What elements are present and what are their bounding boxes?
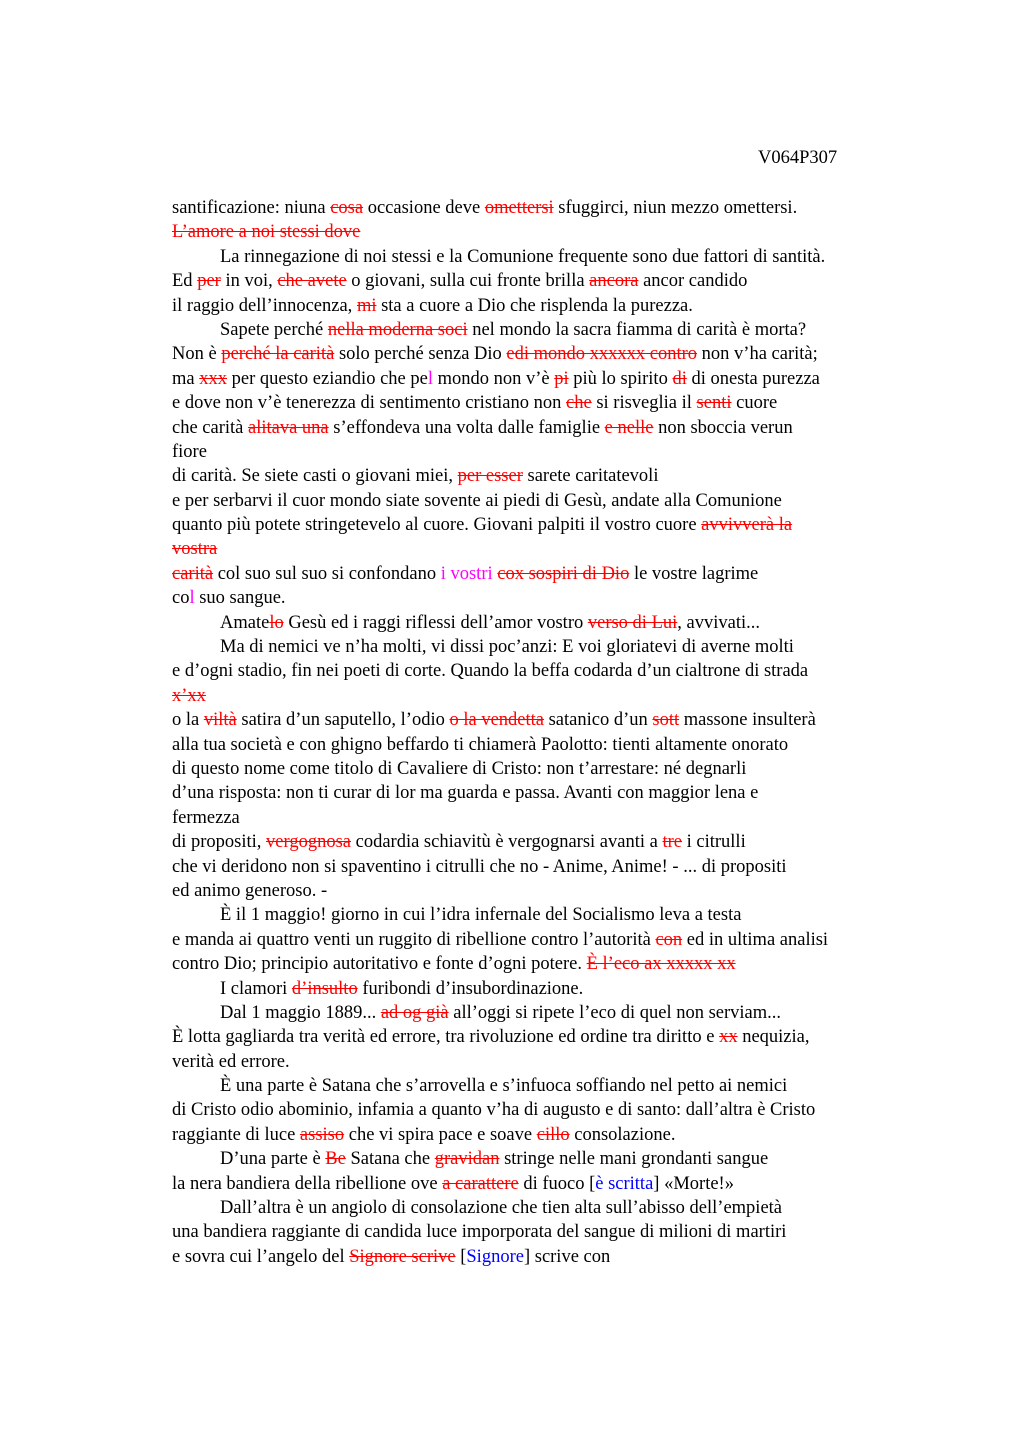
text-segment: o la [172,710,204,731]
text-line [172,1123,912,1147]
text-segment: mondo non v’è [432,368,555,389]
deleted-text: ad og già [380,1002,449,1023]
text-line [172,586,912,610]
text-segment: sfuggirci, niun mezzo omettersi. [553,198,798,218]
text-segment: sta a cuore a Dio che risplenda la purezza. [376,295,693,316]
text-segment: consolazione. [569,1124,676,1145]
text-segment: Gesù ed i raggi riflessi dell’amor vostro [283,612,588,633]
text-line [172,1172,912,1196]
text-segment: e per serbarvi il cuor mondo siate sovente ai piedi di Gesù, andate alla Comunione [172,490,782,511]
inserted-text: l [189,588,195,609]
text-segment: stringe nelle mani grondanti sangue [499,1149,769,1170]
text-segment: la nera bandiera della ribellione ove [172,1173,443,1194]
text-segment: e d’ogni stadio, fin nei poeti di corte. Quando la beffa codarda d’un cialtrone di strada [172,661,809,682]
text-line [172,611,912,635]
text-segment: ] scrive con [523,1246,611,1267]
deleted-text: omettersi [484,198,554,218]
deleted-text: alitava una [248,417,329,438]
text-segment: massone insulterà [679,710,816,731]
text-segment: satira d’un saputello, l’odio [236,710,450,731]
deleted-text: L’amore a noi stessi dove [172,222,361,243]
text-line [172,1050,912,1074]
text-segment: sarete caritatevoli [522,466,659,487]
text-segment: più lo spirito [568,368,673,389]
text-line [172,1098,912,1122]
text-segment: e manda ai quattro venti un ruggito di ribellione contro l’autorità [172,929,656,950]
deleted-text: per esser [457,466,523,487]
text-segment: di Cristo odio abominio, infamia a quanto v’ha di augusto e di santo: dall’altra è Cristo [172,1100,816,1121]
text-segment: e sovra cui l’angelo del [172,1246,350,1267]
text-line [172,537,912,561]
text-segment: solo perché senza Dio [334,344,507,365]
text-line [172,464,912,488]
text-line [172,245,912,269]
text-line [172,757,912,781]
deleted-text: lo [269,612,284,633]
text-line [172,855,912,879]
text-segment: È lotta gagliarda tra verità ed errore, tra rivoluzione ed ordine tra diritto e [172,1027,720,1048]
deleted-text: edi mondo xxxxxx contro [506,344,698,365]
text-line [172,659,912,683]
editorial-text: Signore [466,1246,524,1267]
deleted-text: di [672,368,687,389]
text-line [172,952,912,976]
text-segment: che carità [172,417,248,438]
text-line [172,635,912,659]
text-segment: o giovani, sulla cui fronte brilla [346,271,590,292]
text-line [172,318,912,342]
deleted-text: x’xx [172,685,206,706]
text-line [172,196,912,220]
text-segment: ma [172,368,200,389]
text-segment: di questo nome come titolo di Cavaliere di Cristo: non t’arrestare: né degnarli [172,758,747,779]
text-segment: alla tua società e con ghigno beffardo ti chiamerà Paolotto: tienti altamente onorato [172,734,789,755]
text-segment: Ed [172,271,198,292]
deleted-text: per [197,271,221,292]
text-line [172,269,912,293]
inserted-text: i vostri [440,563,493,584]
text-line [172,879,912,903]
text-segment: s’effondeva una volta dalle famiglie [328,417,605,438]
deleted-text: È l’eco ax xxxxx xx [586,954,736,975]
text-segment: di onesta purezza [686,368,820,389]
deleted-text: perché la carità [221,344,335,365]
text-segment: all’oggi si ripete l’eco di quel non serviam... [448,1002,782,1023]
text-segment: Ma di nemici ve n’ha molti, vi dissi poc’anzi: E voi gloriatevi di averne molti [220,637,794,658]
text-segment: nequizia, [737,1027,810,1048]
text-segment: non sboccia verun [653,417,793,438]
text-segment: verità ed errore. [172,1051,290,1072]
text-line [172,977,912,1001]
text-line [172,1147,912,1171]
text-segment: per questo eziandio che pe [226,368,428,389]
deleted-text: cillo [536,1124,570,1145]
text-line [172,733,912,757]
text-segment: quanto più potete stringetevelo al cuore. Giovani palpiti il vostro cuore [172,515,702,536]
text-segment: non v’ha carità; [697,344,818,365]
text-line [172,1220,912,1244]
deleted-text: nella moderna soci [327,319,468,340]
text-segment: Non è [172,344,222,365]
text-line [172,1001,912,1025]
deleted-text: e nelle [604,417,654,438]
text-line [172,781,912,805]
text-line [172,928,912,952]
deleted-text: o la vendetta [449,710,544,731]
text-line [172,708,912,732]
deleted-text: carità [172,563,214,584]
text-line [172,416,912,440]
deleted-text: viltà [203,710,237,731]
deleted-text: che [566,393,592,414]
text-segment: Amate [220,612,270,633]
text-line [172,220,912,244]
deleted-text: sott [652,710,680,731]
text-segment: La rinnegazione di noi stessi e la Comunione frequente sono due fattori di santità. [220,246,826,267]
text-segment: e dove non v’è tenerezza di sentimento cristiano non [172,393,567,414]
deleted-text: che avete [277,271,347,292]
deleted-text: ancora [589,271,639,292]
text-segment: È il 1 maggio! giorno in cui l’idra infernale del Socialismo leva a testa [220,905,742,926]
text-segment: codardia schiavitù è vergognarsi avanti a [351,832,663,853]
deleted-text: Signore scrive [349,1246,456,1267]
text-line [172,562,912,586]
text-line [172,1074,912,1098]
text-segment: fiore [172,441,207,462]
text-segment: [ [455,1246,467,1267]
text-line [172,391,912,415]
text-segment: di fuoco [ [518,1173,596,1194]
text-segment: satanico d’un [543,710,653,731]
text-line [172,684,912,708]
text-segment: il raggio dell’innocenza, [172,295,357,316]
text-line [172,342,912,366]
text-line [172,367,912,391]
text-segment: di propositi, [172,832,267,853]
text-segment: le vostre lagrime [629,563,759,584]
text-line [172,830,912,854]
deleted-text: assiso [299,1124,345,1145]
page-identifier: V064P307 [758,148,838,168]
text-segment: si risveglia il [591,393,697,414]
text-line [172,1196,912,1220]
text-line [172,513,912,537]
text-segment: Dall’altra è un angiolo di consolazione che tien alta sull’abisso dell’empietà [220,1198,783,1219]
deleted-text: xxx [199,368,227,389]
text-segment: d’una risposta: non ti curar di lor ma guarda e passa. Avanti con maggior lena e [172,783,759,804]
text-segment: una bandiera raggiante di candida luce imporporata del sangue di milioni di martiri [172,1222,787,1243]
text-segment: , avvivati... [677,612,760,633]
text-segment: che vi spira pace e soave [344,1124,537,1145]
text-segment: contro Dio; principio autoritativo e fonte d’ogni potere. [172,954,587,975]
text-segment: col suo sul suo si confondano [213,563,441,584]
text-segment: santificazione: niuna [172,198,331,218]
text-line [172,489,912,513]
text-line [172,1245,912,1269]
text-segment: furibondi d’insubordinazione. [357,978,584,999]
text-segment: ancor candido [638,271,748,292]
deleted-text: pi [554,368,569,389]
text-segment: cuore [731,393,778,414]
transcription-body [172,196,912,1269]
text-segment: I clamori [220,978,292,999]
inserted-text: l [427,368,433,389]
deleted-text: senti [696,393,732,414]
text-segment: nel mondo la sacra fiamma di carità è morta? [467,319,807,340]
text-line [172,903,912,927]
text-segment: D’una parte è [220,1149,326,1170]
text-segment: di carità. Se siete casti o giovani miei, [172,466,458,487]
deleted-text: vergognosa [266,832,351,853]
text-segment: suo sangue. [194,588,286,609]
deleted-text: con [655,929,683,950]
deleted-text: vostra [172,539,218,560]
text-segment: ed in ultima analisi [682,929,829,950]
text-segment: ] «Morte!» [653,1173,734,1194]
text-segment: i citrulli [682,832,746,853]
text-segment: in voi, [220,271,278,292]
text-segment: fermezza [172,807,240,828]
text-segment: co [172,588,190,609]
deleted-text: cosa [330,198,364,218]
text-line [172,1025,912,1049]
text-line [172,440,912,464]
text-segment: occasione deve [363,198,485,218]
text-segment: raggiante di luce [172,1124,300,1145]
deleted-text: verso di Lui [587,612,678,633]
text-segment: Satana che [345,1149,435,1170]
deleted-text: a carattere [442,1173,519,1194]
deleted-text: xx [719,1027,738,1048]
text-line [172,806,912,830]
deleted-text: mi [356,295,377,316]
text-segment: È una parte è Satana che s’arrovella e s’infuoca soffiando nel petto ai nemici [220,1076,788,1097]
text-segment: che vi deridono non si spaventino i citrulli che no - Anime, Anime! - ... di propositi [172,856,787,877]
text-line [172,294,912,318]
text-segment: Sapete perché [220,319,328,340]
text-segment: Dal 1 maggio 1889... [220,1002,381,1023]
deleted-text: cox sospiri di Dio [497,563,630,584]
deleted-text: d’insulto [291,978,358,999]
deleted-text: Be [325,1149,346,1170]
text-segment: ed animo generoso. - [172,880,328,901]
deleted-text: tre [662,832,682,853]
deleted-text: gravidan [434,1149,500,1170]
deleted-text: avvivverà la [701,515,793,536]
editorial-text: è scritta [595,1173,654,1194]
